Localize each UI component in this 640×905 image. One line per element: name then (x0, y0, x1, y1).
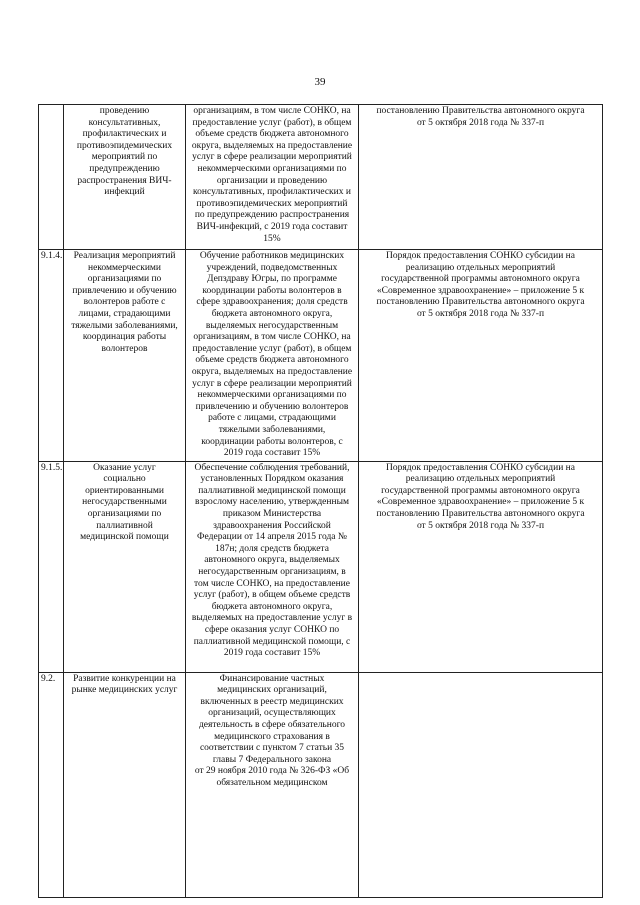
row-number (39, 105, 64, 250)
document-cell (359, 672, 603, 897)
measure-cell: Оказание услуг социально ориентированными негосударственными организациями по паллиативной медицинской помощи (64, 461, 186, 672)
indicator-cell: организациям, в том числе СОНКО, на предоставление услуг (работ), в общем объеме средств бюджета автономного округа, выделяемых на предоставление услуг в сфере реализации мероприятий некоммерческими организациями по организации и проведению консультативных, профилактических и противоэпидемических мероприятий по предупреждению распространения ВИЧ-инфекций, с 2019 года составит 15% (186, 105, 359, 250)
table-row (39, 461, 603, 672)
indicator-cell: Обеспечение соблюдения требований, установленных Порядком оказания паллиативной медицинской помощи взрослому населению, утвержденным приказом Министерства здравоохранения Российской Федерации от 14 апреля 2015 года № 187н; доля средств бюджета автономного округа, выделяемых негосударственным организациям, в том числе СОНКО, на предоставление услуг (работ), в общем объеме средств бюджета автономного округа, выделяемых на предоставление услуг в сфере оказания услуг СОНКО по паллиативной медицинской помощи, с 2019 года составит 15% (186, 461, 359, 672)
table-row (39, 672, 603, 897)
page-number: 39 (314, 76, 326, 88)
measure-cell: Развитие конкуренции на рынке медицинских услуг (64, 672, 186, 897)
row-number: 9.1.4. (39, 250, 64, 462)
table-row (39, 250, 603, 462)
measure-cell: проведению консультативных, профилактических и противоэпидемических мероприятий по предупреждению распространения ВИЧ- инфекций (64, 105, 186, 250)
indicator-cell: Финансирование частных медицинских организаций, включенных в реестр медицинских организаций, осуществляющих деятельность в сфере обязательного медицинского страхования в соответствии с пунктом 7 статьи 35 главы 7 Федерального закона от 29 ноября 2010 года № 326-ФЗ «Об обязательном медицинском (186, 672, 359, 897)
measures-table (38, 104, 603, 898)
row-number: 9.2. (39, 672, 64, 897)
document-cell: Порядок предоставления СОНКО субсидии на реализацию отдельных мероприятий государственной программы автономного округа «Современное здравоохранение» – приложение 5 к постановлению Правительства автономного округа от 5 октября 2018 года № 337-п (359, 461, 603, 672)
table-row (39, 105, 603, 250)
document-cell: постановлению Правительства автономного округа от 5 октября 2018 года № 337-п (359, 105, 603, 250)
indicator-cell: Обучение работников медицинских учреждений, подведомственных Депздраву Югры, по программе координации работы волонтеров в сфере здравоохранения; доля средств бюджета автономного округа, выделяемых негосударственным организациям, в том числе СОНКО, на предоставление услуг (работ), в общем объеме средств бюджета автономного округа, выделяемых на предоставление услуг в сфере реализации мероприятий некоммерческими организациями по привлечению и обучению волонтеров работе с лицами, страдающими тяжелыми заболеваниями, координации работы волонтеров, с 2019 года составит 15% (186, 250, 359, 462)
row-number: 9.1.5. (39, 461, 64, 672)
measure-cell: Реализация мероприятий некоммерческими организациями по привлечению и обучению волонтеров работе с лицами, страдающими тяжелыми заболеваниями, координация работы волонтеров (64, 250, 186, 462)
document-cell: Порядок предоставления СОНКО субсидии на реализацию отдельных мероприятий государственной программы автономного округа «Современное здравоохранение» – приложение 5 к постановлению Правительства автономного округа от 5 октября 2018 года № 337-п (359, 250, 603, 462)
